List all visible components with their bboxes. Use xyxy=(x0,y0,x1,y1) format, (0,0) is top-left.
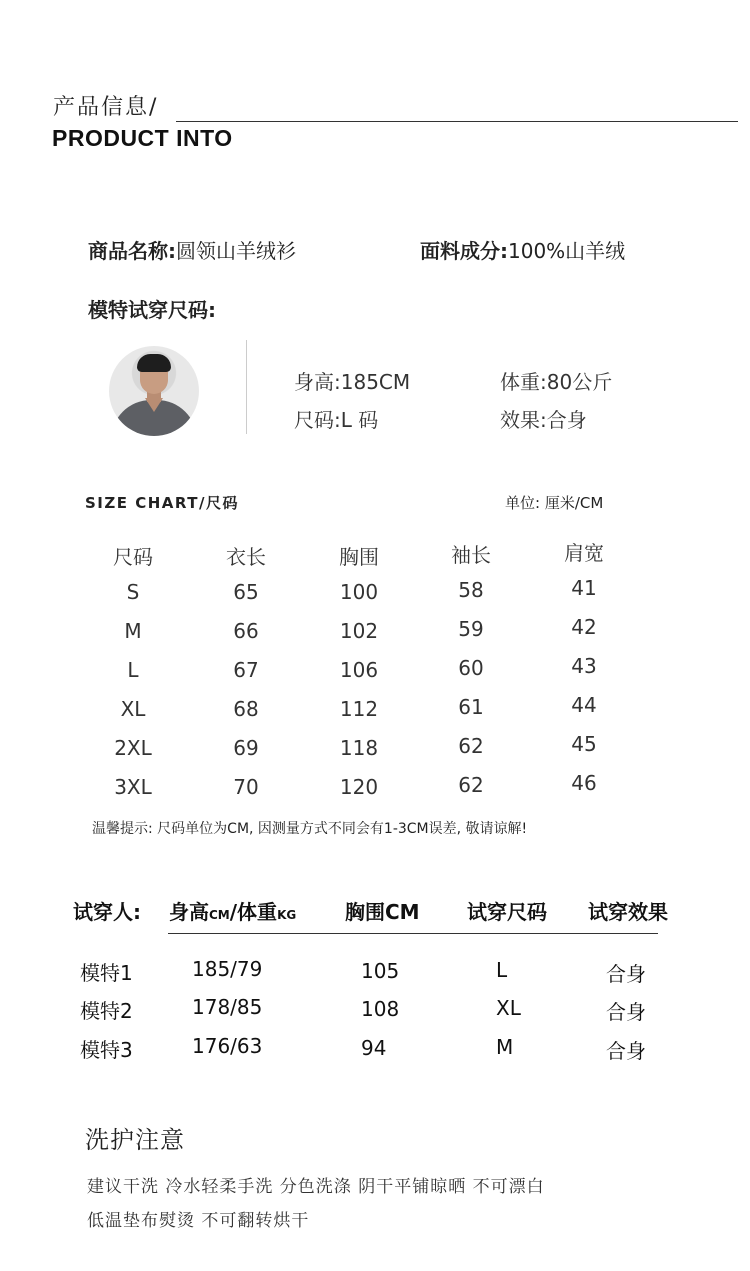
fit-cell: 模特1 xyxy=(80,961,133,985)
model-size xyxy=(294,404,378,433)
fit-header-height: 身高 xyxy=(169,900,209,924)
size-header-length: 衣长 xyxy=(226,545,266,569)
fit-cell: XL xyxy=(496,996,521,1020)
model-size-title: 模特试穿尺码: xyxy=(88,298,216,322)
fit-cell: M xyxy=(496,1035,514,1059)
size-cell: 62 xyxy=(458,734,484,758)
size-cell: 3XL xyxy=(114,775,152,799)
care-line-1: 建议干洗 冷水轻柔手洗 分色洗涤 阴干平铺晾晒 不可漂白 xyxy=(87,1177,545,1197)
size-header-chest: 胸围 xyxy=(339,545,379,569)
care-line-2: 低温垫布熨烫 不可翻转烘干 xyxy=(87,1211,310,1231)
size-cell: 68 xyxy=(233,697,259,721)
model-size-label: 尺码: xyxy=(294,408,341,432)
size-cell: 41 xyxy=(571,576,597,600)
model-effect-label: 效果: xyxy=(500,408,547,432)
fit-header-chest: 胸围CM xyxy=(345,900,420,924)
size-cell: 46 xyxy=(571,771,597,795)
size-cell: 66 xyxy=(233,619,259,643)
size-chart-title: SIZE CHART/尺码 xyxy=(85,494,239,512)
size-cell: 45 xyxy=(571,732,597,756)
size-cell: 67 xyxy=(233,658,259,682)
fit-header-kg: KG xyxy=(277,908,297,922)
fit-cell: 185/79 xyxy=(192,957,263,981)
model-height xyxy=(294,366,410,395)
fit-cell: 105 xyxy=(361,959,400,983)
model-effect-value: 合身 xyxy=(546,408,587,432)
care-title: 洗护注意 xyxy=(85,1126,185,1154)
fit-header-size: 试穿尺码 xyxy=(467,900,547,924)
material-label: 面料成分: xyxy=(420,239,508,263)
model-size-value: L 码 xyxy=(340,408,379,432)
size-cell: XL xyxy=(120,697,146,721)
size-cell: M xyxy=(124,619,142,643)
fit-cell: 94 xyxy=(361,1036,387,1060)
fit-header-effect: 试穿效果 xyxy=(588,900,668,924)
model-weight-label: 体重: xyxy=(500,370,547,394)
section-title-cn: 产品信息/ xyxy=(53,95,159,120)
size-cell: 100 xyxy=(339,580,379,604)
product-material xyxy=(420,235,625,264)
material-value: 100%山羊绒 xyxy=(508,239,626,263)
size-header-size: 尺码 xyxy=(113,545,153,569)
product-name-value: 圆领山羊绒衫 xyxy=(176,239,296,263)
size-cell: 70 xyxy=(233,775,259,799)
fit-cell: 模特2 xyxy=(80,999,133,1023)
size-cell: 44 xyxy=(571,693,597,717)
fit-cell: 178/85 xyxy=(192,995,263,1019)
size-header-shoulder: 肩宽 xyxy=(564,541,604,565)
fit-header-weight: /体重 xyxy=(229,900,278,924)
size-cell: 65 xyxy=(233,580,259,604)
size-chart-unit: 单位: 厘米/CM xyxy=(505,494,604,512)
size-cell: 106 xyxy=(339,658,379,682)
size-cell: 62 xyxy=(458,773,484,797)
product-name-label: 商品名称: xyxy=(88,239,176,263)
model-height-value: 185CM xyxy=(340,370,411,394)
fit-cell: 合身 xyxy=(606,962,646,986)
size-cell: 120 xyxy=(339,775,379,799)
size-cell: 102 xyxy=(339,619,379,643)
size-header-sleeve: 袖长 xyxy=(451,543,491,567)
size-cell: 59 xyxy=(458,617,484,641)
fit-cell: 176/63 xyxy=(192,1034,263,1058)
size-cell: 69 xyxy=(233,736,259,760)
size-cell: 43 xyxy=(571,654,597,678)
fit-header-height-weight xyxy=(169,896,296,925)
model-weight-value: 80公斤 xyxy=(546,370,613,394)
size-cell: 61 xyxy=(458,695,484,719)
size-cell: 112 xyxy=(339,697,379,721)
section-title-en: PRODUCT INTO xyxy=(52,125,233,151)
fit-cell: L xyxy=(496,958,508,982)
size-cell: L xyxy=(127,658,139,682)
fit-cell: 108 xyxy=(361,997,400,1021)
model-avatar xyxy=(109,346,199,436)
fit-cell: 合身 xyxy=(606,1039,646,1063)
fit-divider xyxy=(168,933,658,934)
size-cell: 58 xyxy=(458,578,484,602)
size-tip: 温馨提示: 尺码单位为CM, 因测量方式不同会有1-3CM误差, 敬请谅解! xyxy=(92,821,528,837)
model-effect xyxy=(500,404,587,433)
fit-cell: 合身 xyxy=(606,1000,646,1024)
size-cell: S xyxy=(126,580,140,604)
fit-label: 试穿人: xyxy=(73,900,141,924)
title-divider xyxy=(176,121,738,122)
size-cell: 2XL xyxy=(114,736,152,760)
size-cell: 118 xyxy=(339,736,379,760)
fit-header-cm: CM xyxy=(209,908,230,922)
size-cell: 60 xyxy=(458,656,484,680)
model-height-label: 身高: xyxy=(294,370,341,394)
product-name xyxy=(88,235,296,264)
size-cell: 42 xyxy=(571,615,597,639)
fit-cell: 模特3 xyxy=(80,1038,133,1062)
model-weight xyxy=(500,366,612,395)
model-divider xyxy=(246,340,247,434)
